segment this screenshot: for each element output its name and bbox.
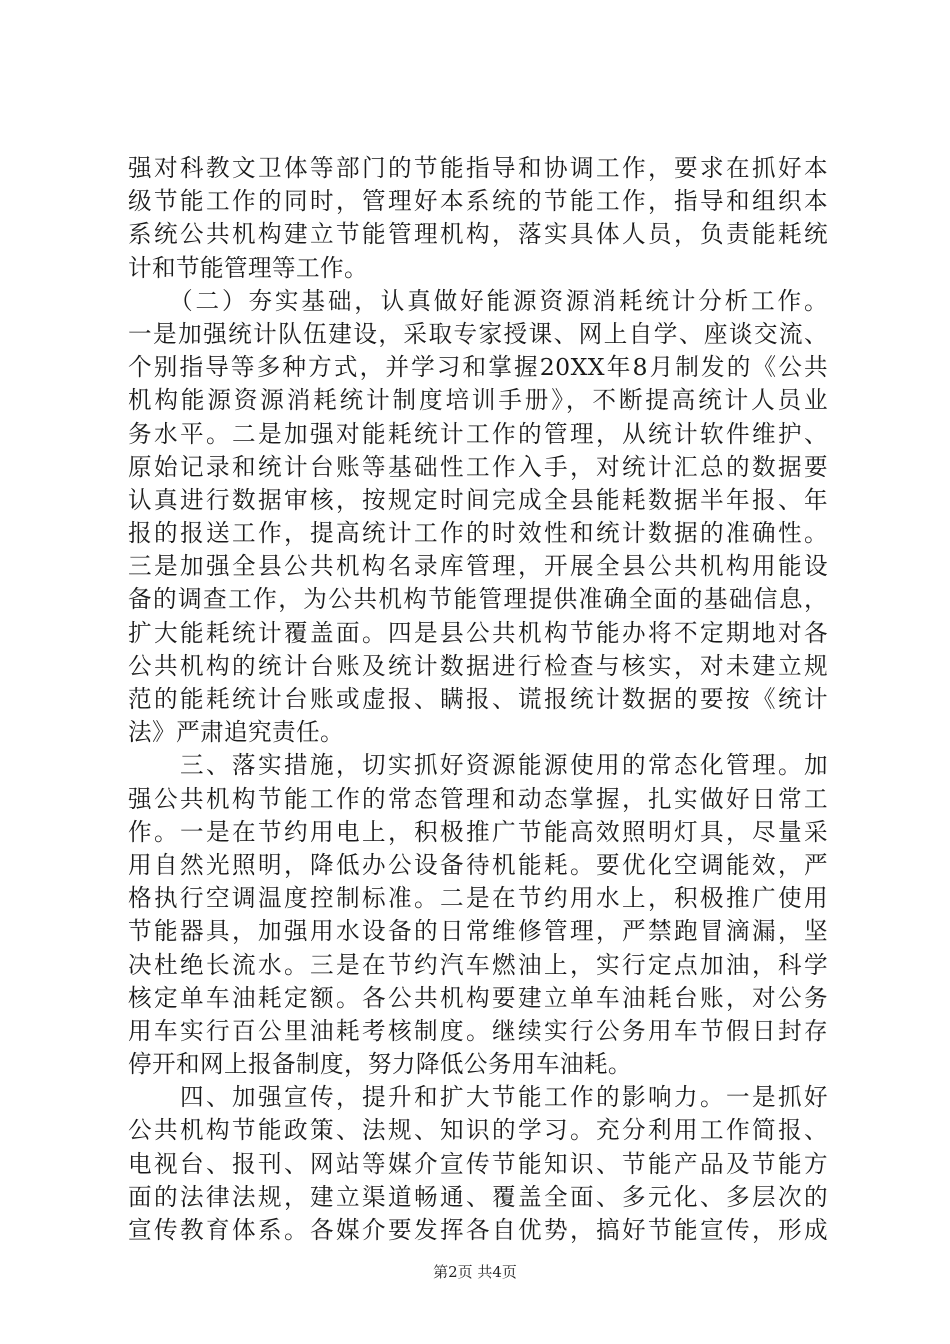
text-line: 停开和网上报备制度，努力降低公务用车油耗。 bbox=[128, 1050, 632, 1079]
text-line: 强对科教文卫体等部门的节能指导和协调工作，要求在抓好本 bbox=[128, 154, 828, 182]
text-line: 宣传教育体系。各媒介要发挥各自优势，搞好节能宣传，形成 bbox=[128, 1216, 828, 1244]
text-line: 扩大能耗统计覆盖面。四是县公共机构节能办将不定期地对各 bbox=[128, 618, 828, 647]
text-line: 备的调查工作，为公共机构节能管理提供准确全面的基础信息， bbox=[128, 585, 828, 614]
text-line: 务水平。二是加强对能耗统计工作的管理，从统计软件维护、 bbox=[128, 419, 828, 448]
text-line: 决杜绝长流水。三是在节约汽车燃油上，实行定点加油，科学 bbox=[128, 950, 828, 979]
text-line: （二）夯实基础，认真做好能源资源消耗统计分析工作。 bbox=[128, 286, 828, 315]
text-line: 电视台、报刊、网站等媒介宣传节能知识、节能产品及节能方 bbox=[128, 1149, 828, 1178]
text-line: 节能器具，加强用水设备的日常维修管理，严禁跑冒滴漏，坚 bbox=[128, 917, 828, 946]
text-line: 法》严肃追究责任。 bbox=[128, 718, 344, 747]
text-line: 面的法律法规，建立渠道畅通、覆盖全面、多元化、多层次的 bbox=[128, 1182, 828, 1211]
text-line: 个别指导等多种方式，并学习和掌握20XX年8月制发的《公共 bbox=[128, 353, 828, 382]
text-line: 认真进行数据审核，按规定时间完成全县能耗数据半年报、年 bbox=[128, 485, 828, 514]
text-line: 三是加强全县公共机构名录库管理，开展全县公共机构用能设 bbox=[128, 552, 828, 581]
text-line: 公共机构的统计台账及统计数据进行检查与核实，对未建立规 bbox=[128, 651, 828, 680]
text-line: 用自然光照明，降低办公设备待机能耗。要优化空调能效，严 bbox=[128, 850, 828, 879]
text-line: 用车实行百公里油耗考核制度。继续实行公务用车节假日封存 bbox=[128, 1016, 828, 1045]
text-line: 格执行空调温度控制标准。二是在节约用水上，积极推广使用 bbox=[128, 884, 828, 913]
text-line: 机构能源资源消耗统计制度培训手册》，不断提高统计人员业 bbox=[128, 386, 828, 415]
text-line: 范的能耗统计台账或虚报、瞒报、谎报统计数据的要按《统计 bbox=[128, 685, 828, 713]
text-line: 作。一是在节约用电上，积极推广节能高效照明灯具，尽量采 bbox=[128, 817, 828, 846]
text-line: 强公共机构节能工作的常态管理和动态掌握，扎实做好日常工 bbox=[128, 784, 828, 813]
text-line: 一是加强统计队伍建设，采取专家授课、网上自学、座谈交流、 bbox=[128, 319, 828, 348]
text-line: 报的报送工作，提高统计工作的时效性和统计数据的准确性。 bbox=[128, 519, 828, 548]
text-line: 系统公共机构建立节能管理机构，落实具体人员，负责能耗统 bbox=[128, 220, 828, 249]
page-footer: 第2页 共4页 bbox=[433, 1263, 517, 1281]
text-line: 公共机构节能政策、法规、知识的学习。充分利用工作简报、 bbox=[128, 1116, 828, 1145]
text-line: 四、加强宣传，提升和扩大节能工作的影响力。一是抓好 bbox=[128, 1083, 828, 1112]
text-line: 原始记录和统计台账等基础性工作入手，对统计汇总的数据要 bbox=[128, 452, 828, 481]
text-line: 核定单车油耗定额。各公共机构要建立单车油耗台账，对公务 bbox=[128, 983, 828, 1012]
text-line: 三、落实措施，切实抓好资源能源使用的常态化管理。加 bbox=[128, 751, 828, 780]
text-line: 计和节能管理等工作。 bbox=[128, 253, 368, 282]
document-body bbox=[128, 152, 828, 1247]
text-line: 级节能工作的同时，管理好本系统的节能工作，指导和组织本 bbox=[128, 187, 828, 216]
